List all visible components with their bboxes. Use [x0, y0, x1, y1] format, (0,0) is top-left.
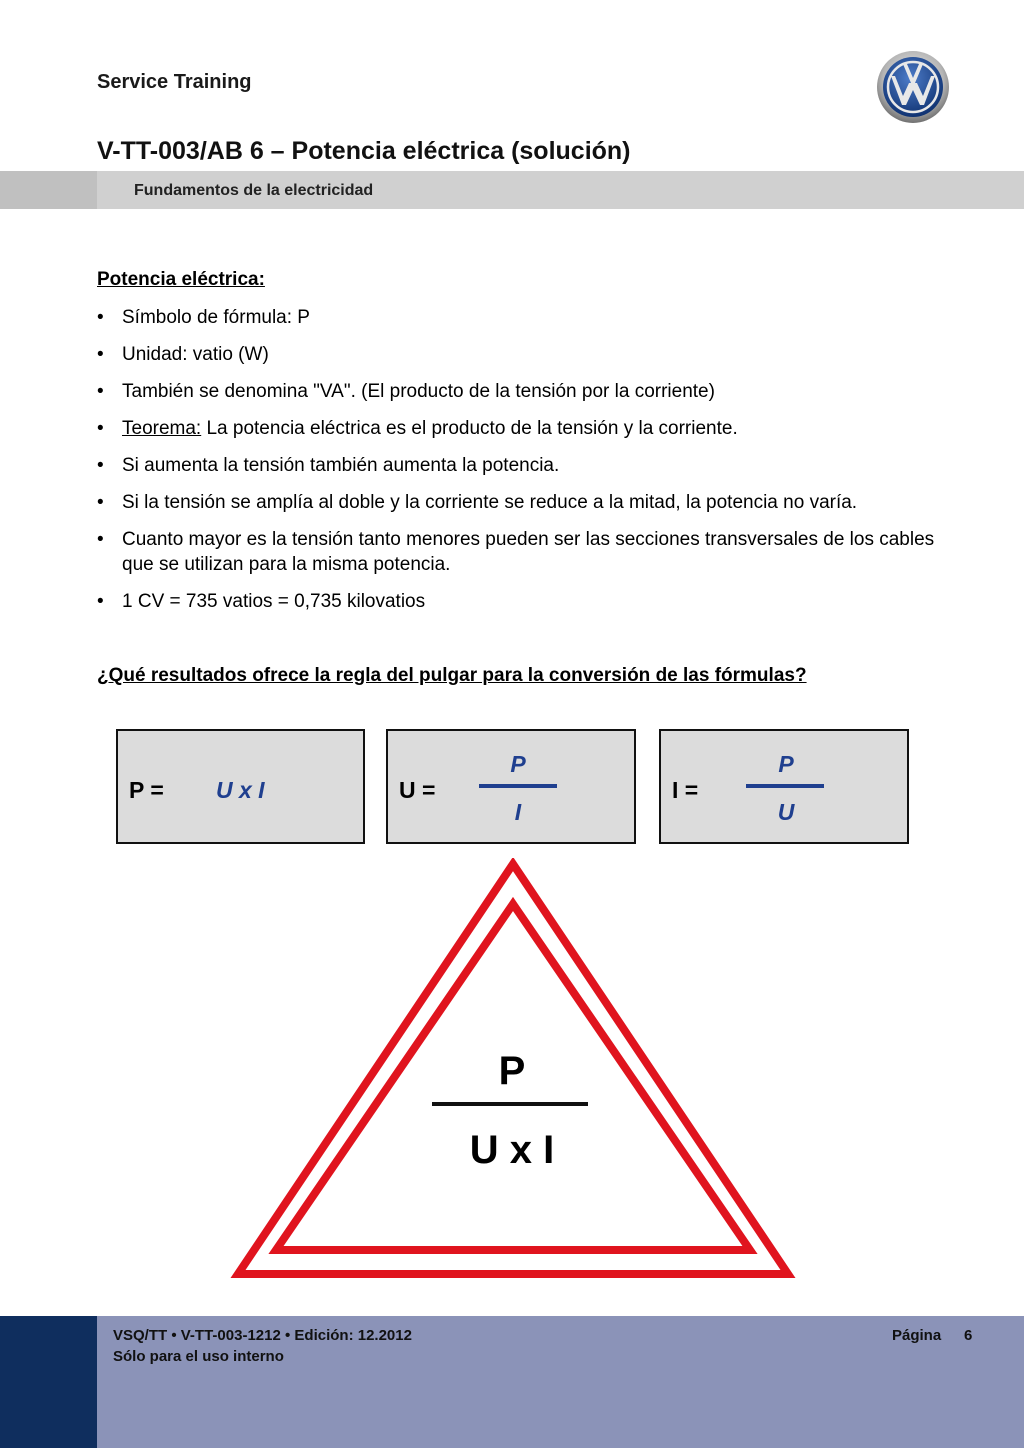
theorem-label: Teorema:: [122, 418, 202, 439]
bullet-item: • Símbolo de fórmula: P: [97, 305, 957, 330]
formula-lhs: P =: [129, 777, 164, 803]
formula-box-current: [659, 729, 909, 844]
formula-rhs: U x I: [216, 777, 265, 803]
formula-numerator: P: [510, 751, 526, 777]
bullet-item: • 1 CV = 735 vatios = 0,735 kilovatios: [97, 589, 957, 614]
bullet-item: • Unidad: vatio (W): [97, 342, 957, 367]
subtitle-band-left: [0, 171, 97, 209]
triangle-top-symbol: P: [498, 1049, 526, 1093]
bullet-item: • Si aumenta la tensión también aumenta la potencia.: [97, 453, 957, 478]
triangle-bottom-symbols: U x I: [469, 1128, 555, 1172]
theorem-text: La potencia eléctrica es el producto de la tensión y la corriente.: [206, 418, 738, 439]
formula-box-power: [116, 729, 365, 844]
triangle-fraction-bar: [432, 1102, 588, 1106]
footer-doc-info: VSQ/TT • V-TT-003-1212 • Edición: 12.2012: [113, 1327, 412, 1344]
footer-page-label: Página: [892, 1327, 942, 1344]
service-training-label: Service Training: [97, 71, 252, 93]
formula-denominator: I: [514, 799, 522, 825]
formula-lhs: I =: [672, 777, 699, 803]
formula-numerator: P: [778, 751, 794, 777]
question: ¿Qué resultados ofrece la regla del pulgar para la conversión de las fórmulas?: [97, 665, 807, 686]
page-title: V-TT-003/AB 6 – Potencia eléctrica (solución): [97, 137, 631, 165]
bullet-item: • Si la tensión se amplía al doble y la corriente se reduce a la mitad, la potencia no varía.: [97, 490, 957, 515]
vw-logo: [876, 50, 950, 124]
footer-left-block: [0, 1316, 97, 1448]
subtitle: Fundamentos de la electricidad: [134, 182, 374, 199]
formula-box-voltage: [386, 729, 636, 844]
fraction-bar: [746, 784, 824, 788]
bullet-item: • Cuanto mayor es la tensión tanto menores pueden ser las secciones transversales de los cables que se utilizan para la misma potencia.: [97, 527, 957, 577]
bullet-item-theorem: [97, 416, 957, 441]
section-heading: Potencia eléctrica:: [97, 269, 265, 290]
bullet-item: • También se denomina "VA". (El producto de la tensión por la corriente): [97, 379, 957, 404]
fraction-bar: [479, 784, 557, 788]
footer-page-number: 6: [964, 1327, 973, 1344]
footer-internal-use: Sólo para el uso interno: [113, 1348, 284, 1365]
bullet-list: [97, 305, 957, 626]
formula-denominator: U: [777, 799, 795, 825]
formula-lhs: U =: [399, 777, 436, 803]
